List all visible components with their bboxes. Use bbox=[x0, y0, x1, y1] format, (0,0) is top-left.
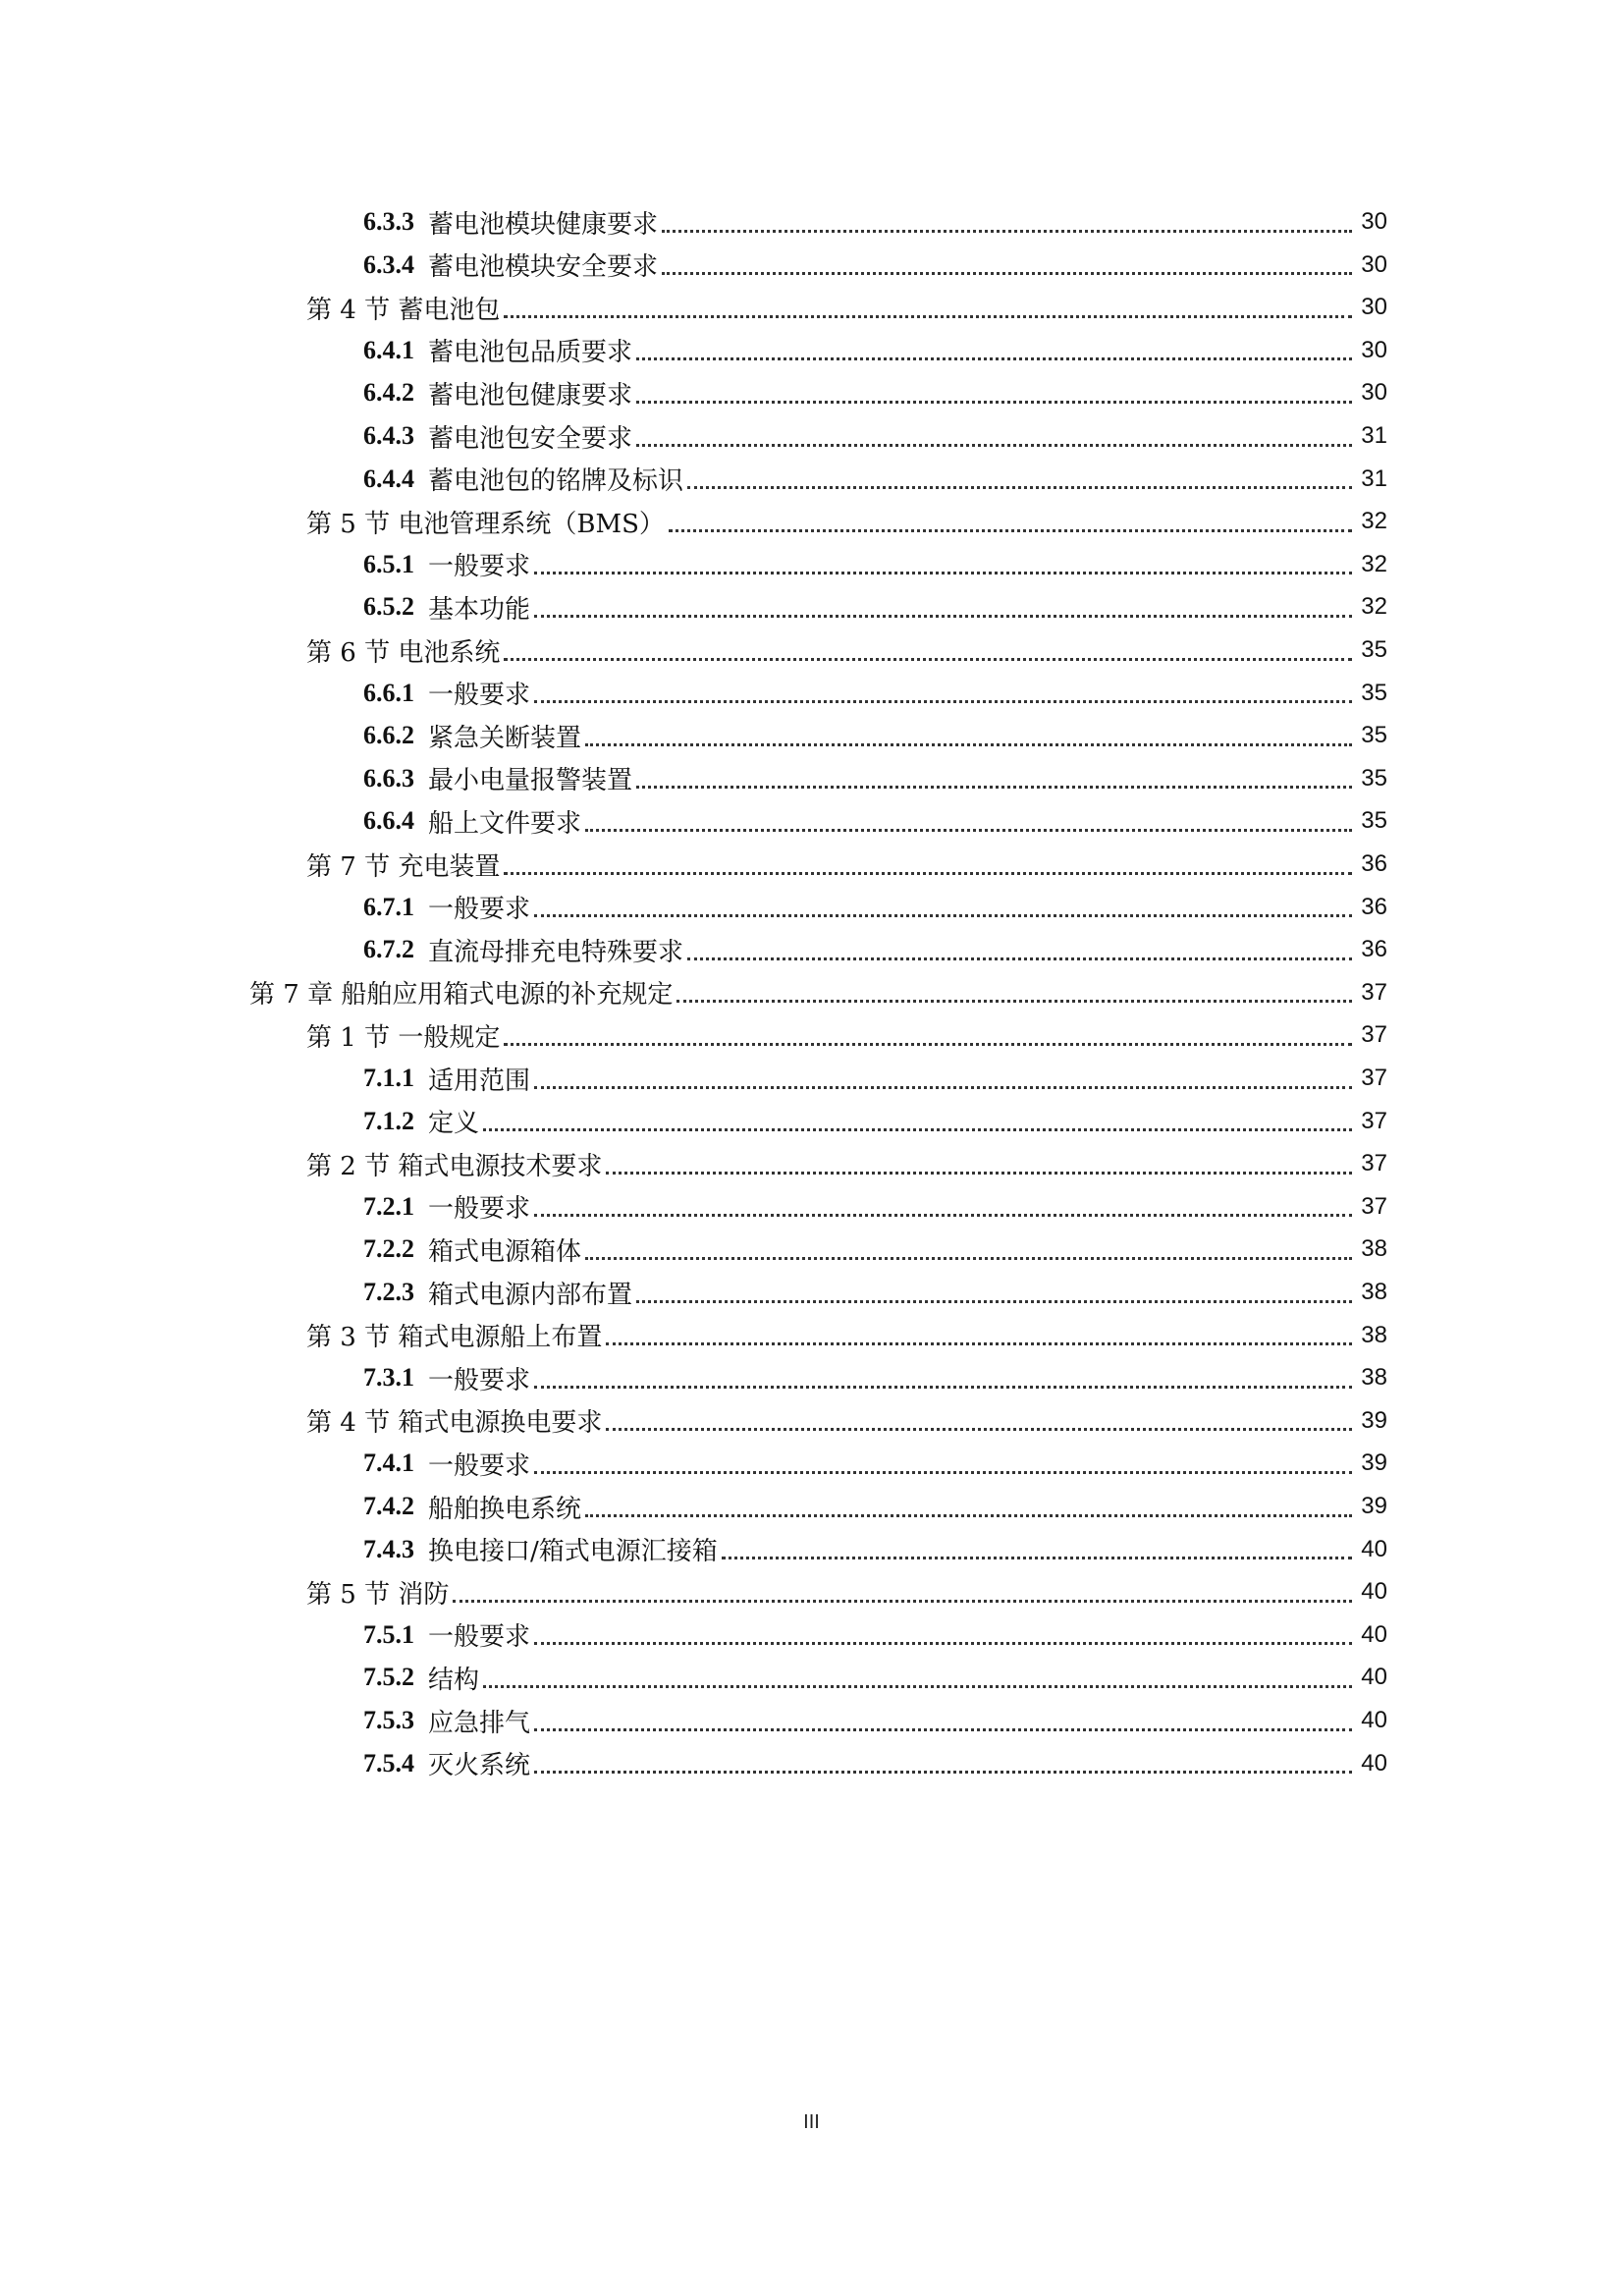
dot-leader bbox=[636, 786, 1352, 789]
toc-entry-number: 6.4.1 bbox=[363, 335, 414, 364]
toc-entry[interactable] bbox=[306, 1144, 1387, 1183]
toc-entry-number: 6.4.3 bbox=[363, 421, 414, 450]
toc-entry-title: 一般要求 bbox=[428, 1194, 531, 1225]
toc-entry[interactable] bbox=[363, 1444, 1387, 1483]
dot-leader bbox=[669, 529, 1352, 532]
toc-entry-title: 一般要求 bbox=[428, 681, 531, 711]
toc-entry[interactable] bbox=[363, 587, 1387, 627]
toc-entry-page: 40 bbox=[1361, 1535, 1387, 1562]
toc-entry-page: 39 bbox=[1361, 1493, 1387, 1519]
dot-leader bbox=[483, 1685, 1352, 1688]
dot-leader bbox=[606, 1172, 1352, 1175]
toc-entry[interactable] bbox=[363, 331, 1387, 370]
toc-entry-title: 第 5 节 消防 bbox=[306, 1579, 450, 1610]
dot-leader bbox=[504, 658, 1352, 661]
toc-entry-title: 第 7 节 充电装置 bbox=[306, 851, 501, 882]
toc-entry[interactable] bbox=[363, 545, 1387, 584]
dot-leader bbox=[534, 1642, 1352, 1645]
toc-entry-title: 第 5 节 电池管理系统（BMS） bbox=[306, 509, 665, 539]
dot-leader bbox=[534, 1086, 1352, 1089]
dot-leader bbox=[534, 1728, 1352, 1731]
toc-entry-page: 30 bbox=[1361, 379, 1387, 407]
toc-entry-number: 7.2.2 bbox=[363, 1234, 414, 1264]
toc-entry-title: 一般要求 bbox=[428, 895, 531, 925]
toc-entry-title: 适用范围 bbox=[428, 1066, 531, 1096]
toc-entry-number: 7.5.3 bbox=[363, 1706, 414, 1734]
toc-entry-title: 蓄电池包品质要求 bbox=[428, 338, 633, 368]
toc-entry-number: 6.4.2 bbox=[363, 378, 414, 408]
dot-leader bbox=[636, 401, 1352, 404]
toc-entry-title: 紧急关断装置 bbox=[428, 723, 582, 753]
toc-entry-number: 7.1.2 bbox=[363, 1106, 414, 1135]
toc-entry-page: 36 bbox=[1361, 893, 1387, 920]
dot-leader bbox=[534, 1386, 1352, 1389]
toc-entry-page: 30 bbox=[1361, 208, 1387, 235]
toc-entry[interactable] bbox=[363, 1102, 1387, 1141]
toc-entry[interactable] bbox=[363, 930, 1387, 969]
toc-entry-title: 结构 bbox=[428, 1665, 480, 1695]
toc-entry-number: 6.7.1 bbox=[363, 892, 414, 921]
toc-entry-page: 35 bbox=[1361, 764, 1387, 792]
toc-entry-title: 第 4 节 箱式电源换电要求 bbox=[306, 1408, 603, 1439]
toc-entry[interactable] bbox=[363, 1487, 1387, 1526]
toc-entry-page: 36 bbox=[1361, 936, 1387, 963]
toc-entry[interactable] bbox=[363, 674, 1387, 713]
toc-entry[interactable] bbox=[363, 1230, 1387, 1269]
dot-leader bbox=[585, 1514, 1352, 1517]
dot-leader bbox=[676, 1000, 1352, 1003]
toc-entry-number: 6.5.1 bbox=[363, 549, 414, 578]
toc-entry[interactable] bbox=[363, 1701, 1387, 1740]
toc-entry-page: 40 bbox=[1361, 1707, 1387, 1733]
toc-entry-number: 6.5.2 bbox=[363, 592, 414, 622]
toc-entry[interactable] bbox=[363, 801, 1387, 841]
toc-entry[interactable] bbox=[363, 1187, 1387, 1227]
toc-entry-title: 第 1 节 一般规定 bbox=[306, 1022, 501, 1053]
toc-entry-title: 箱式电源内部布置 bbox=[428, 1280, 633, 1310]
toc-entry-title: 一般要求 bbox=[428, 1365, 531, 1395]
toc-entry-title: 换电接口/箱式电源汇接箱 bbox=[428, 1537, 718, 1567]
toc-entry-number: 6.3.3 bbox=[363, 207, 414, 236]
toc-entry[interactable] bbox=[363, 202, 1387, 242]
toc-entry[interactable] bbox=[306, 630, 1387, 670]
dot-leader bbox=[636, 1300, 1352, 1303]
toc-entry-page: 37 bbox=[1361, 1065, 1387, 1091]
toc-entry-page: 37 bbox=[1361, 1107, 1387, 1134]
toc-entry[interactable] bbox=[363, 888, 1387, 927]
toc-entry[interactable] bbox=[363, 460, 1387, 499]
toc-entry-number: 6.6.3 bbox=[363, 763, 414, 793]
toc-entry-number: 6.3.4 bbox=[363, 249, 414, 279]
toc-entry-title: 箱式电源箱体 bbox=[428, 1236, 582, 1267]
toc-entry-title: 应急排气 bbox=[428, 1708, 531, 1738]
dot-leader bbox=[534, 1771, 1352, 1774]
dot-leader bbox=[534, 1214, 1352, 1217]
dot-leader bbox=[606, 1342, 1352, 1345]
dot-leader bbox=[504, 872, 1352, 875]
toc-entry[interactable] bbox=[363, 373, 1387, 412]
dot-leader bbox=[534, 1471, 1352, 1474]
toc-entry-page: 37 bbox=[1361, 1021, 1387, 1049]
dot-leader bbox=[636, 444, 1352, 447]
toc-entry-page: 38 bbox=[1361, 1364, 1387, 1392]
toc-entry-number: 6.4.4 bbox=[363, 464, 414, 493]
toc-entry[interactable] bbox=[363, 1615, 1387, 1655]
toc-entry-title: 船上文件要求 bbox=[428, 808, 582, 839]
toc-entry-number: 7.5.2 bbox=[363, 1663, 414, 1692]
toc-entry-title: 蓄电池模块健康要求 bbox=[428, 209, 659, 240]
toc-entry-title: 蓄电池包的铭牌及标识 bbox=[428, 466, 684, 497]
toc-entry-page: 35 bbox=[1361, 679, 1387, 706]
toc-entry-title: 第 4 节 蓄电池包 bbox=[306, 295, 501, 325]
toc-entry-page: 32 bbox=[1361, 593, 1387, 621]
toc-entry-number: 6.6.4 bbox=[363, 806, 414, 836]
toc-entry[interactable] bbox=[363, 1273, 1387, 1312]
dot-leader bbox=[662, 230, 1352, 233]
toc-entry-page: 38 bbox=[1361, 1279, 1387, 1305]
toc-entry-title: 一般要求 bbox=[428, 552, 531, 582]
dot-leader bbox=[585, 1257, 1352, 1260]
toc-entry[interactable] bbox=[363, 1744, 1387, 1783]
toc-entry-number: 7.5.1 bbox=[363, 1619, 414, 1649]
toc-entry-title: 一般要求 bbox=[428, 1622, 531, 1653]
toc-entry-title: 灭火系统 bbox=[428, 1751, 531, 1781]
toc-entry-title: 蓄电池包安全要求 bbox=[428, 423, 633, 454]
dot-leader bbox=[534, 572, 1352, 574]
toc-entry[interactable] bbox=[306, 1015, 1387, 1055]
toc-entry-page: 37 bbox=[1361, 978, 1387, 1006]
toc-entry-page: 31 bbox=[1361, 422, 1387, 449]
toc-entry[interactable] bbox=[306, 1401, 1387, 1441]
toc-entry-title: 船舶换电系统 bbox=[428, 1494, 582, 1524]
toc-entry[interactable] bbox=[306, 288, 1387, 327]
toc-entry-title: 蓄电池模块安全要求 bbox=[428, 252, 659, 283]
toc-entry-page: 32 bbox=[1361, 550, 1387, 577]
toc-entry-number: 6.6.2 bbox=[363, 721, 414, 750]
dot-leader bbox=[606, 1428, 1352, 1431]
toc-entry[interactable] bbox=[249, 973, 1387, 1012]
toc-entry-page: 35 bbox=[1361, 807, 1387, 835]
dot-leader bbox=[534, 615, 1352, 618]
toc-entry-page: 40 bbox=[1361, 1620, 1387, 1648]
toc-entry[interactable] bbox=[363, 716, 1387, 755]
toc-entry-number: 7.4.1 bbox=[363, 1449, 414, 1478]
toc-entry[interactable] bbox=[363, 246, 1387, 285]
toc-entry-page: 40 bbox=[1361, 1578, 1387, 1606]
toc-entry-title: 蓄电池包健康要求 bbox=[428, 380, 633, 410]
toc-entry-page: 37 bbox=[1361, 1150, 1387, 1177]
dot-leader bbox=[662, 272, 1352, 275]
toc-entry[interactable] bbox=[306, 1572, 1387, 1612]
toc-entry[interactable] bbox=[363, 1530, 1387, 1569]
toc-entry-number: 7.4.2 bbox=[363, 1492, 414, 1520]
dot-leader bbox=[687, 957, 1352, 960]
toc-entry-page: 31 bbox=[1361, 465, 1387, 492]
toc-entry[interactable] bbox=[363, 1658, 1387, 1697]
toc-entry-page: 35 bbox=[1361, 722, 1387, 749]
toc-entry-page: 36 bbox=[1361, 850, 1387, 877]
toc-entry-number: 7.2.3 bbox=[363, 1278, 414, 1306]
toc-entry-number: 7.3.1 bbox=[363, 1363, 414, 1393]
toc-entry-page: 30 bbox=[1361, 336, 1387, 363]
dot-leader bbox=[687, 486, 1352, 489]
dot-leader bbox=[453, 1600, 1352, 1603]
dot-leader bbox=[722, 1557, 1352, 1559]
dot-leader bbox=[483, 1128, 1352, 1131]
toc-entry[interactable] bbox=[363, 759, 1387, 798]
page-number: III bbox=[803, 2111, 820, 2133]
dot-leader bbox=[585, 743, 1352, 746]
toc-entry-page: 30 bbox=[1361, 294, 1387, 321]
toc-entry-number: 6.7.2 bbox=[363, 935, 414, 964]
toc-entry-title: 第 2 节 箱式电源技术要求 bbox=[306, 1151, 603, 1181]
toc-entry[interactable] bbox=[363, 1358, 1387, 1397]
toc-entry-number: 7.1.1 bbox=[363, 1064, 414, 1092]
toc-entry-number: 6.6.1 bbox=[363, 678, 414, 707]
toc-entry-number: 7.2.1 bbox=[363, 1191, 414, 1221]
toc-entry-title: 基本功能 bbox=[428, 594, 531, 625]
toc-entry-page: 35 bbox=[1361, 636, 1387, 663]
toc-entry[interactable] bbox=[306, 845, 1387, 884]
dot-leader bbox=[636, 357, 1352, 360]
toc-entry-page: 39 bbox=[1361, 1406, 1387, 1434]
toc-entry-title: 定义 bbox=[428, 1109, 480, 1139]
dot-leader bbox=[504, 1043, 1352, 1046]
toc-entry-page: 38 bbox=[1361, 1321, 1387, 1348]
toc-entry-title: 第 7 章 船舶应用箱式电源的补充规定 bbox=[249, 980, 674, 1011]
toc-entry-page: 40 bbox=[1361, 1749, 1387, 1777]
toc-entry[interactable] bbox=[306, 1316, 1387, 1355]
toc-entry-page: 40 bbox=[1361, 1664, 1387, 1691]
toc-entry-page: 39 bbox=[1361, 1449, 1387, 1477]
toc-entry-title: 最小电量报警装置 bbox=[428, 766, 633, 796]
toc-entry-page: 30 bbox=[1361, 250, 1387, 278]
toc-entry-title: 一般要求 bbox=[428, 1450, 531, 1481]
toc-entry-number: 7.4.3 bbox=[363, 1534, 414, 1563]
toc-entry[interactable] bbox=[363, 1059, 1387, 1098]
dot-leader bbox=[585, 829, 1352, 832]
toc-entry-page: 37 bbox=[1361, 1192, 1387, 1220]
dot-leader bbox=[534, 700, 1352, 703]
toc-entry-title: 第 6 节 电池系统 bbox=[306, 637, 501, 668]
dot-leader bbox=[534, 914, 1352, 917]
toc-entry[interactable] bbox=[306, 502, 1387, 541]
toc-entry-number: 7.5.4 bbox=[363, 1748, 414, 1777]
toc-entry-title: 第 3 节 箱式电源船上布置 bbox=[306, 1323, 603, 1353]
toc-entry-page: 38 bbox=[1361, 1235, 1387, 1263]
toc-entry-page: 32 bbox=[1361, 508, 1387, 535]
toc-entry-title: 直流母排充电特殊要求 bbox=[428, 937, 684, 967]
dot-leader bbox=[504, 315, 1352, 318]
toc-entry[interactable] bbox=[363, 416, 1387, 456]
